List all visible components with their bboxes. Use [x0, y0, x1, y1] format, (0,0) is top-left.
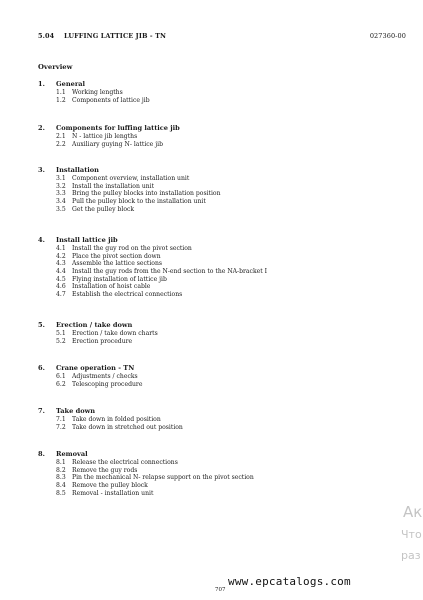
toc-section-heading [38, 124, 378, 133]
toc-section [38, 166, 378, 213]
toc-subsection-number: 4.1 [56, 245, 66, 252]
toc-subsection [38, 97, 378, 105]
activation-line-1: Ак [403, 503, 423, 521]
toc-section-title: General [56, 80, 86, 88]
toc-section [38, 364, 378, 388]
toc-subsection-number: 8.3 [56, 474, 66, 482]
toc-subsection-label: Take down in folded position [72, 416, 161, 423]
header-title: LUFFING LATTICE JIB - TN [64, 32, 167, 40]
toc-section-title: Components for luffing lattice jib [56, 124, 180, 132]
toc-subsection-number: 4.7 [56, 291, 66, 299]
toc-subsection-number: 7.1 [56, 416, 66, 423]
toc-subsection-number: 1.2 [56, 96, 66, 104]
toc-section-number: 2. [38, 124, 45, 132]
toc-subsection-number: 4.4 [56, 268, 66, 276]
toc-subsection [38, 291, 378, 299]
toc-subsection-number: 6.1 [56, 373, 66, 380]
toc-subsection-number: 3.1 [56, 175, 66, 182]
toc-subsection [38, 183, 378, 191]
toc-subsection-number: 5.2 [56, 337, 66, 345]
toc-subsection-label: N - lattice jib lengths [72, 133, 138, 140]
toc-subsection-label: Adjustments / checks [72, 373, 138, 380]
toc-subsection [38, 190, 378, 198]
toc-subsection-label: Auxiliary guying N- lattice jib [72, 140, 163, 148]
toc-section [38, 236, 378, 299]
page-number: 707 [215, 587, 226, 593]
toc-section-title: Install lattice jib [56, 236, 118, 244]
toc-subsection-label: Telescoping procedure [72, 380, 143, 388]
header-doc-number: 027360-00 [369, 32, 406, 40]
toc-section-title: Take down [56, 407, 96, 415]
toc-section-title: Erection / take down [56, 321, 133, 329]
toc-subsection [38, 133, 378, 141]
toc-subsection [38, 474, 378, 482]
toc-subsection-number: 6.2 [56, 380, 66, 388]
toc-section-number: 7. [38, 407, 45, 415]
toc-subsection-number: 2.2 [56, 140, 66, 148]
toc-subsection [38, 338, 378, 346]
activation-line-3: раз [401, 549, 421, 562]
toc-subsection-number: 2.1 [56, 133, 66, 140]
toc-subsection-number: 3.4 [56, 198, 66, 206]
toc-subsection-label: Flying installation of lattice jib [72, 275, 167, 283]
toc-subsection [38, 459, 378, 467]
windows-activation-overlay [398, 503, 423, 573]
toc-subsection-label: Components of lattice jib [72, 96, 150, 104]
toc-section-heading [38, 80, 378, 89]
toc-subsection [38, 206, 378, 214]
toc-subsection-label: Component overview, installation unit [72, 175, 190, 182]
toc-subsection-number: 7.2 [56, 423, 66, 431]
toc-subsection [38, 89, 378, 97]
toc-subsection-label: Establish the electrical connections [72, 291, 183, 299]
toc-subsection-number: 1.1 [56, 89, 66, 96]
toc-section-heading [38, 450, 378, 459]
toc-section-heading [38, 321, 378, 330]
toc-subsection-label: Working lengths [72, 89, 123, 96]
toc-subsection-label: Remove the guy rods [72, 466, 138, 474]
toc-subsection [38, 198, 378, 206]
toc-subsection-number: 8.5 [56, 489, 66, 497]
toc-subsection [38, 276, 378, 284]
toc-subsection-label: Remove the pulley block [72, 482, 148, 490]
toc-subsection [38, 245, 378, 253]
toc-subsection [38, 482, 378, 490]
toc-section [38, 321, 378, 345]
header-section-number: 5.04 [38, 32, 55, 40]
toc-subsection-number: 3.2 [56, 182, 66, 190]
toc-subsection [38, 330, 378, 338]
toc-section [38, 124, 378, 148]
toc-section-number: 3. [38, 166, 45, 174]
page-header [38, 32, 406, 42]
toc-subsection-number: 5.1 [56, 330, 66, 337]
toc-subsection-number: 4.5 [56, 275, 66, 283]
toc-section [38, 407, 378, 431]
toc-subsection [38, 268, 378, 276]
toc-subsection-label: Erection / take down charts [72, 330, 158, 337]
toc-subsection-label: Install the guy rod on the pivot section [72, 245, 192, 252]
toc-subsection-number: 3.5 [56, 205, 66, 213]
toc-subsection-label: Take down in stretched out position [72, 423, 183, 431]
toc-subsection-number: 8.1 [56, 459, 66, 466]
toc-subsection [38, 283, 378, 291]
toc-section-number: 5. [38, 321, 45, 329]
toc-subsection-number: 4.2 [56, 252, 66, 260]
toc-subsection [38, 467, 378, 475]
toc-subsection-number: 3.3 [56, 190, 66, 198]
toc-section-number: 1. [38, 80, 45, 88]
toc-subsection-label: Bring the pulley blocks into installation position [72, 190, 221, 198]
toc-subsection-label: Installation of hoist cable [72, 283, 151, 291]
toc-section-number: 4. [38, 236, 45, 244]
toc-subsection-label: Install the installation unit [72, 182, 155, 190]
toc-subsection [38, 381, 378, 389]
toc-subsection-number: 4.3 [56, 260, 66, 268]
toc-subsection-label: Pin the mechanical N- relapse support on the pivot section [72, 474, 254, 482]
toc-section [38, 80, 378, 104]
toc-subsection [38, 175, 378, 183]
toc-section-heading [38, 236, 378, 245]
toc-section-heading [38, 166, 378, 175]
toc-subsection-label: Pull the pulley block to the installation unit [72, 198, 206, 206]
toc-section-number: 6. [38, 364, 45, 372]
toc-section-heading [38, 364, 378, 373]
toc-subsection-label: Install the guy rods from the N-end section to the NA-bracket I [72, 268, 268, 276]
toc-subsection-label: Removal - installation unit [72, 489, 154, 497]
toc-subsection [38, 141, 378, 149]
overview-heading: Overview [38, 63, 73, 71]
toc-subsection-number: 4.6 [56, 283, 66, 291]
activation-line-2: Что [401, 528, 422, 541]
toc-section-title: Removal [56, 450, 88, 458]
toc-subsection-label: Erection procedure [72, 337, 133, 345]
toc-subsection-number: 8.4 [56, 482, 66, 490]
toc-section [38, 450, 378, 497]
toc-subsection [38, 253, 378, 261]
toc-subsection [38, 416, 378, 424]
toc-subsection-label: Get the pulley block [72, 205, 135, 213]
toc-subsection [38, 260, 378, 268]
watermark-text: www.epcatalogs.com [228, 575, 351, 588]
toc-section-title: Crane operation - TN [56, 364, 135, 372]
toc-subsection [38, 373, 378, 381]
toc-subsection-label: Assemble the lattice sections [72, 260, 162, 268]
toc-subsection-label: Place the pivot section down [72, 252, 161, 260]
toc-subsection-label: Release the electrical connections [72, 459, 178, 466]
toc-section-heading [38, 407, 378, 416]
toc-section-number: 8. [38, 450, 45, 458]
toc-subsection-number: 8.2 [56, 466, 66, 474]
toc-subsection [38, 490, 378, 498]
toc-section-title: Installation [56, 166, 99, 174]
toc-subsection [38, 424, 378, 432]
